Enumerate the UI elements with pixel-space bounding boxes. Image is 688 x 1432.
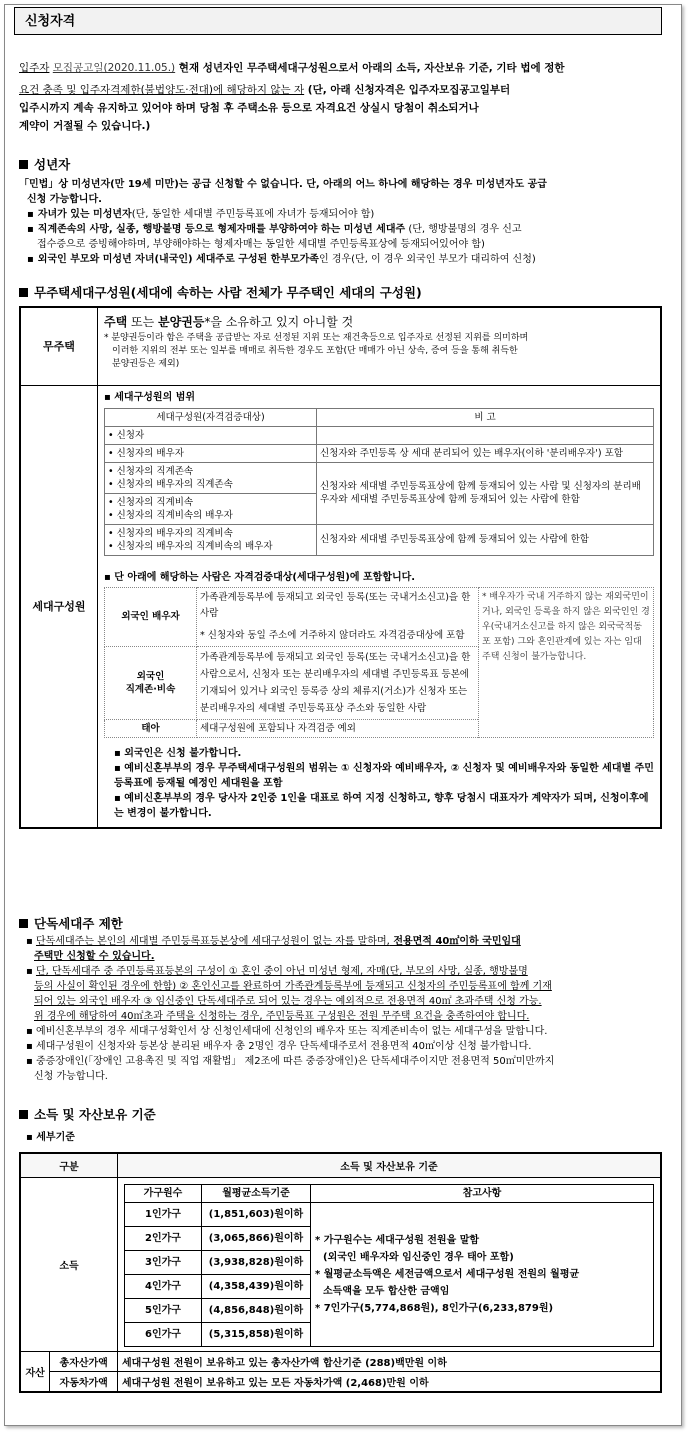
income-sub-table: 가구원수 월평균소득기준 참고사항 1인가구 (1,851,603)원이하 * 가구원수는 세대구성원 전원을 말함 (외국인 배우자와 임신중인 경우 태아 포함) * 월평균소득액은 세전금액으로서 세대구성원 전원의 월평균 소득액을 모두 합산한 금액임 * 7인가구(5,774,868원), 8인가구(6,233,879원) 2인가구 (3,065,866)원이하 3인가구 (3,938,828)원이하 4인가구 (4,358,439)원이하 5인가구 (4,856,848)원이하 6인가구 (5,315,858)원이하 — [124, 1184, 654, 1347]
income-sub: ▪ 세부기준 — [26, 1132, 75, 1143]
section-title: 신청자격 — [14, 7, 662, 35]
single-heading: 단독세대주 제한 — [19, 914, 123, 932]
member-notes: ▪ 외국인은 신청 불가합니다. ▪ 예비신혼부부의 경우 무주택세대구성원의 범위는 ① 신청자와 예비배우자, ② 신청자 및 예비배우자와 동일한 세대별 주민등록표에 등재될 예정인 세대원을 포함 ▪ 예비신혼부부의 경우 당사자 2인중 1인을 대표로 하여 지정 신청하고, 향후 당첨시 대표자가 계약자가 되며, 신청이후에는 변경이 불가합니다. — [114, 747, 654, 819]
household-heading: 무주택세대구성원(세대에 속하는 사람 전체가 무주택인 세대의 구성원) — [19, 283, 422, 301]
include-heading: ▪ 단 아래에 해당하는 사람은 자격검증대상(세대구성원)에 포함합니다. — [104, 571, 416, 583]
household-table: 무주택 주택 또는 분양권등*을 소유하고 있지 아니할 것 * 분양권등이라 함은 주택을 공급받는 자로 선정된 지위 또는 재건축등으로 입주자로 선정된 지위를 의미하며 이러한 지위의 전부 또는 일부를 매매로 취득한 경우도 포함(단 매매가 아닌 상속, 증여 등을 통해 취득한 분양권등은 제외) 세대구성원 ▪ 세대구성원의 범위 세대구성원(자격검증대상) 비 고 • 신청자 • 신청자의 배우자 신청자와 주민등록 상 세대 분리되어 있는 배우자(이하 '분리배우자') 포함 • 신청자의 직계존속 • 신청자의 배우자의 직계존속 신청자와 세대별 주민등록표상에 함께 등재되어 있는 사람 및 신청자의 분리배우자와 세대별 주민등록표상에 함께 등재되어 있는 사람에 한함 • 신청자의 직계비속 • 신청자의 직계비속의 배우자 • 신청자의 배우자의 직계비속 • 신청자의 배우자의 직계비속의 배우자 신청자와 세대별 주민등록표상에 함께 등재되어 있는 사람에 한함 ▪ 단 아래에 해당하는 사람은 자격검증대상(세대구성원)에 포함합니다. 외국인 배우자 가족관계등록부에 등재되고 외국인 등록(또는 국내거소신고)을 한 사람 * 신청자와 동일 주소에 거주하지 않더라도 자격검증대상에 포함 * 배우자가 국내 거주하지 않는 재외국민이거나, 외국인 등록을 하지 않은 외국인인 경우(국내거소신고를 하지 않은 외국국적동포 포함) 그와 혼인관계에 있는 자는 임대주택 신청이 불가능합니다. 외국인 직계존·비속 가족관계등록부에 등재되고 외국인 등록(또는 국내거소신고)을 한 사람으로서, 신청자 또는 분리배우자의 세대별 주민등록표 등본에 기재되어 있거나 외국인 등록증 상의 체류지(거소)가 신청자 또는 분리배우자의 세대별 주민등록표상 주소와 동일한 사람 태아 세대구성원에 포함되나 자격검증 예외 ▪ 외국인은 신청 불가합니다. ▪ 예비신혼부부의 경우 무주택세대구성원의 범위는 ① 신청자와 예비배우자, ② 신청자 및 예비배우자와 동일한 세대별 주민등록표에 등재될 예정인 세대원을 포함 ▪ 예비신혼부부의 경우 당사자 2인중 1인을 대표로 하여 지정 신청하고, 향후 당첨시 대표자가 계약자가 되며, 신청이후에는 변경이 불가합니다. — [19, 306, 662, 829]
no-house-label: 무주택 — [20, 307, 98, 385]
scope-heading: ▪ 세대구성원의 범위 — [104, 391, 196, 403]
income-table: 구분 소득 및 자산보유 기준 소득 가구원수 월평균소득기준 참고사항 1인가구 (1,851,603)원이하 * 가구원수는 세대구성원 전원을 말함 (외국인 배우자와 임신중인 경우 태아 포함) * 월평균소득액은 세전금액으로서 세대구성원 전원의 월평균 소득액을 모두 합산한 금액임 * 7인가구(5,774,868원), 8인가구(6,233,879원) 2인가구 (3,065,866)원이하 3인가구 (3,938,828)원이하 4인가구 (4,358,439)원이하 5인가구 (4,856,848)원이하 6인가구 (5,315,858)원이하 자산 총자산가액 세대구성원 전원이 보유하고 있는 총자산가액 합산기준 (288)백만원 이하 자동차가액 세대구성원 전원이 보유하고 있는 모든 자동차가액 (2,468)만원 이하 — [19, 1152, 662, 1393]
intro-paragraph: 입주자 모집공고일(2020.11.05.) 현재 성년자인 무주택세대구성원으로서 아래의 소득, 자산보유 기준, 기타 법에 정한 요건 충족 및 입주자격제한(불법양도·전대)에 해당하지 않는 자 (단, 아래 신청자격은 입주자모집공고일부터 입주시까지 계속 유지하고 있어야 하며 당첨 후 주택소유 등으로 자격요건 상실시 당첨이 취소되거나 계약이 거절될 수 있습니다.) — [19, 62, 565, 132]
member-label: 세대구성원 — [20, 385, 98, 828]
adult-heading: 성년자 — [19, 155, 70, 173]
income-heading: 소득 및 자산보유 기준 — [19, 1105, 156, 1123]
scope-table: 세대구성원(자격검증대상) 비 고 • 신청자 • 신청자의 배우자 신청자와 주민등록 상 세대 분리되어 있는 배우자(이하 '분리배우자') 포함 • 신청자의 직계존속 • 신청자의 배우자의 직계존속 신청자와 세대별 주민등록표상에 함께 등재되어 있는 사람 및 신청자의 분리배우자와 세대별 주민등록표상에 함께 등재되어 있는 사람에 한함 • 신청자의 직계비속 • 신청자의 직계비속의 배우자 • 신청자의 배우자의 직계비속 • 신청자의 배우자의 직계비속의 배우자 신청자와 세대별 주민등록표상에 함께 등재되어 있는 사람에 한함 — [104, 408, 654, 556]
include-table: 외국인 배우자 가족관계등록부에 등재되고 외국인 등록(또는 국내거소신고)을 한 사람 * 신청자와 동일 주소에 거주하지 않더라도 자격검증대상에 포함 * 배우자가 국내 거주하지 않는 재외국민이거나, 외국인 등록을 하지 않은 외국인인 경우(국내거소신고를 하지 않은 외국국적동포 포함) 그와 혼인관계에 있는 자는 임대주택 신청이 불가능합니다. 외국인 직계존·비속 가족관계등록부에 등재되고 외국인 등록(또는 국내거소신고)을 한 사람으로서, 신청자 또는 분리배우자의 세대별 주민등록표 등본에 기재되어 있거나 외국인 등록증 상의 체류지(거소)가 신청자 또는 분리배우자의 세대별 주민등록표상 주소와 동일한 사람 태아 세대구성원에 포함되나 자격검증 예외 — [104, 587, 654, 738]
single-section: ▪ 단독세대주는 본인의 세대별 주민등록표등본상에 세대구성원이 없는 자를 말하며, 전용면적 40㎡이하 국민임대 주택만 신청할 수 있습니다. ▪ 단, 단독세대주 중 주민등록표등본의 구성이 ① 혼인 중이 아닌 미성년 형제, 자매(단, 부모의 사망, 실종, 행방불명 등의 사실이 확인된 경우에 한함) ② 혼인신고를 완료하여 가족관계등록부에 등재되고 신청자의 주민등록표에 함께 기재 되어 있는 외국인 배우자 ③ 임신중인 단독세대주로 되어 있는 경우는 예외적으로 전용면적 40㎡ 초과주택 신청 가능. 위 경우에 해당하여 40㎡초과 주택을 신청하는 경우, 주민등록표 구성원은 전원 무주택 요건을 충족하여야 합니다. ▪ 예비신혼부부의 경우 세대구성확인서 상 신청인세대에 신청인의 배우자 또는 직계존비속이 없는 세대구성을 말합니다. ▪ 세대구성원이 신청자와 등본상 분리된 배우자 총 2명인 경우 단독세대주로서 전용면적 40㎡이상 신청 불가합니다. ▪ 중증장애인(「장애인 고용촉진 및 직업 재활법」 제2조에 따른 중증장애인)은 단독세대주이지만 전용면적 50㎡미만까지 신청 가능합니다. — [26, 936, 555, 1082]
adult-section: 「민법」상 미성년자(만 19세 미만)는 공급 신청할 수 없습니다. 단, 아래의 어느 하나에 해당하는 경우 미성년자도 공급 신청 가능합니다. ▪ 자녀가 있는 미성년자(단, 동일한 세대별 주민등록표에 자녀가 등재되어야 함) ▪ 직계존속의 사망, 실종, 행방불명 등으로 형제자매를 부양하여야 하는 미성년 세대주 (단, 행방불명의 경우 신고 접수증으로 증빙해야하며, 부양해야하는 형제자매는 동일한 세대별 주민등록표상에 등재되어있어야 함) ▪ 외국인 부모와 미성년 자녀(내국인) 세대주로 구성된 한부모가족인 경우(단, 이 경우 외국인 부모가 대리하여 신청) — [19, 177, 664, 267]
